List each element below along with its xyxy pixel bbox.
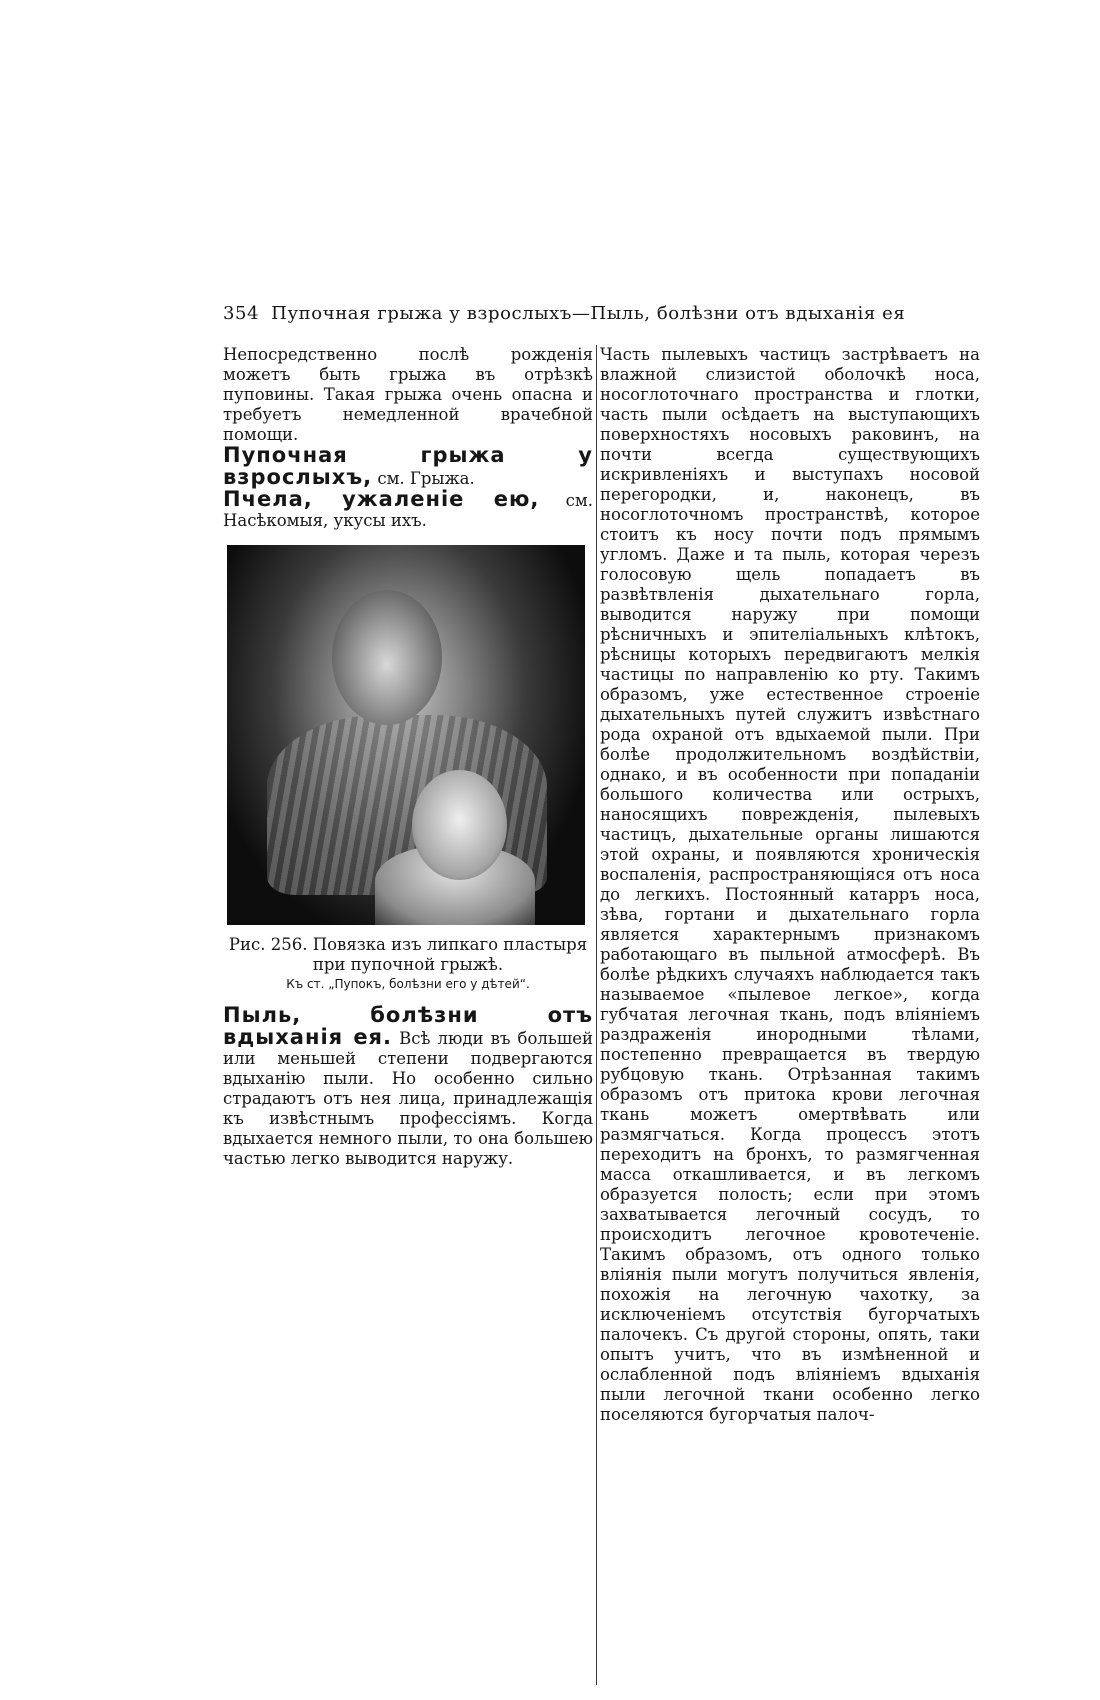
entry-text: см. Насѣкомыя, укусы ихъ. bbox=[223, 491, 593, 530]
entry-title: Пыль, болѣзни отъ вдыханія ея. bbox=[223, 1003, 593, 1049]
figure-caption bbox=[223, 935, 593, 991]
column-rule bbox=[596, 345, 597, 1685]
figure-photo bbox=[227, 545, 585, 925]
figure-reference: Къ ст. „Пупокъ, болѣзни его у дѣтей“. bbox=[286, 977, 530, 991]
left-column bbox=[223, 345, 593, 1169]
figure-caption-text: Рис. 256. Повязка изъ липкаго пластыря при пупочной грыжѣ. bbox=[228, 935, 588, 974]
photo-baby-head bbox=[412, 770, 507, 880]
right-column bbox=[600, 345, 980, 1425]
running-head bbox=[223, 303, 961, 324]
photo-woman-head bbox=[332, 590, 442, 725]
entry-dust bbox=[223, 1005, 593, 1169]
entry-umbilical-adults bbox=[223, 445, 593, 489]
paragraph-umbilical-newborn: Непосредственно послѣ рожденія можетъ быть грыжа въ отрѣзкѣ пуповины. Такая грыжа очень опасна и требуетъ немедленной врачебной помощи. bbox=[223, 345, 593, 444]
entry-text: Всѣ люди въ большей или меньшей степени подвергаются вдыханію пыли. Но особенно сильно страдаютъ отъ нея лица, принадлежащія къ извѣстнымъ профессіямъ. Когда вдыхается немного пыли, то она большею частью легко выводится наружу. bbox=[223, 1029, 593, 1168]
entry-title: Пупочная грыжа у взрослыхъ, bbox=[223, 443, 593, 489]
running-title: Пупочная грыжа у взрослыхъ—Пыль, болѣзни отъ вдыханія ея bbox=[271, 303, 906, 324]
entry-text: см. Грыжа. bbox=[372, 469, 475, 488]
page-number: 354 bbox=[223, 303, 260, 324]
entry-title: Пчела, ужаленіе ею, bbox=[223, 487, 540, 511]
right-column-text: Часть пылевыхъ частицъ застрѣваетъ на влажной слизистой оболочкѣ носа, носоглоточнаго пространства и глотки, часть пыли осѣдаетъ на выступающихъ поверхностяхъ носовыхъ раковинъ, на почти всегда существующихъ искривленіяхъ и выступахъ носовой перегородки, и, наконецъ, въ носоглоточномъ пространствѣ, которое стоитъ къ носу почти подъ прямымъ угломъ. Даже и та пыль, которая черезъ голосовую щель попадаетъ въ развѣтвленія дыхательнаго горла, выводится наружу при помощи рѣсничныхъ и эпителіальныхъ клѣтокъ, рѣсницы которыхъ передвигаютъ мелкія частицы по направленію ко рту. Такимъ образомъ, уже естественное строеніе дыхательныхъ путей служитъ извѣстнаго рода охраной отъ вдыхаемой пыли. При болѣе продолжительномъ воздѣйствіи, однако, и въ особенности при попаданіи большого количества или острыхъ, наносящихъ поврежденія, пылевыхъ частицъ, дыхательные органы лишаются этой охраны, и появляются хроническія воспаленія, распространяющіяся отъ носа до легкихъ. Постоянный катарръ носа, зѣва, гортани и дыхательнаго горла является характернымъ признакомъ работающаго въ пыльной атмосферѣ. Въ болѣе рѣдкихъ случаяхъ наблюдается такъ называемое «пылевое легкое», когда губчатая легочная ткань, подъ вліяніемъ раздраженія инородными тѣлами, постепенно превращается въ твердую рубцовую ткань. Отрѣзанная такимъ образомъ отъ притока крови легочная ткань можетъ омертвѣвать или размягчаться. Когда процессъ этотъ переходитъ на бронхъ, то размягченная масса откашливается, и въ легкомъ образуется полость; если при этомъ захватывается легочный сосудъ, то происходитъ легочное кровотеченіе. Такимъ образомъ, отъ одного только вліянія пыли могутъ получиться явленія, похожія на легочную чахотку, за исключеніемъ отсутствія бугорчатыхъ палочекъ. Съ другой стороны, опять, таки опытъ учитъ, что въ измѣненной и ослабленной подъ вліяніемъ вдыханія пыли легочной ткани особенно легко поселяются бугорчатыя палоч- bbox=[600, 345, 980, 1424]
entry-bee-sting bbox=[223, 489, 593, 531]
